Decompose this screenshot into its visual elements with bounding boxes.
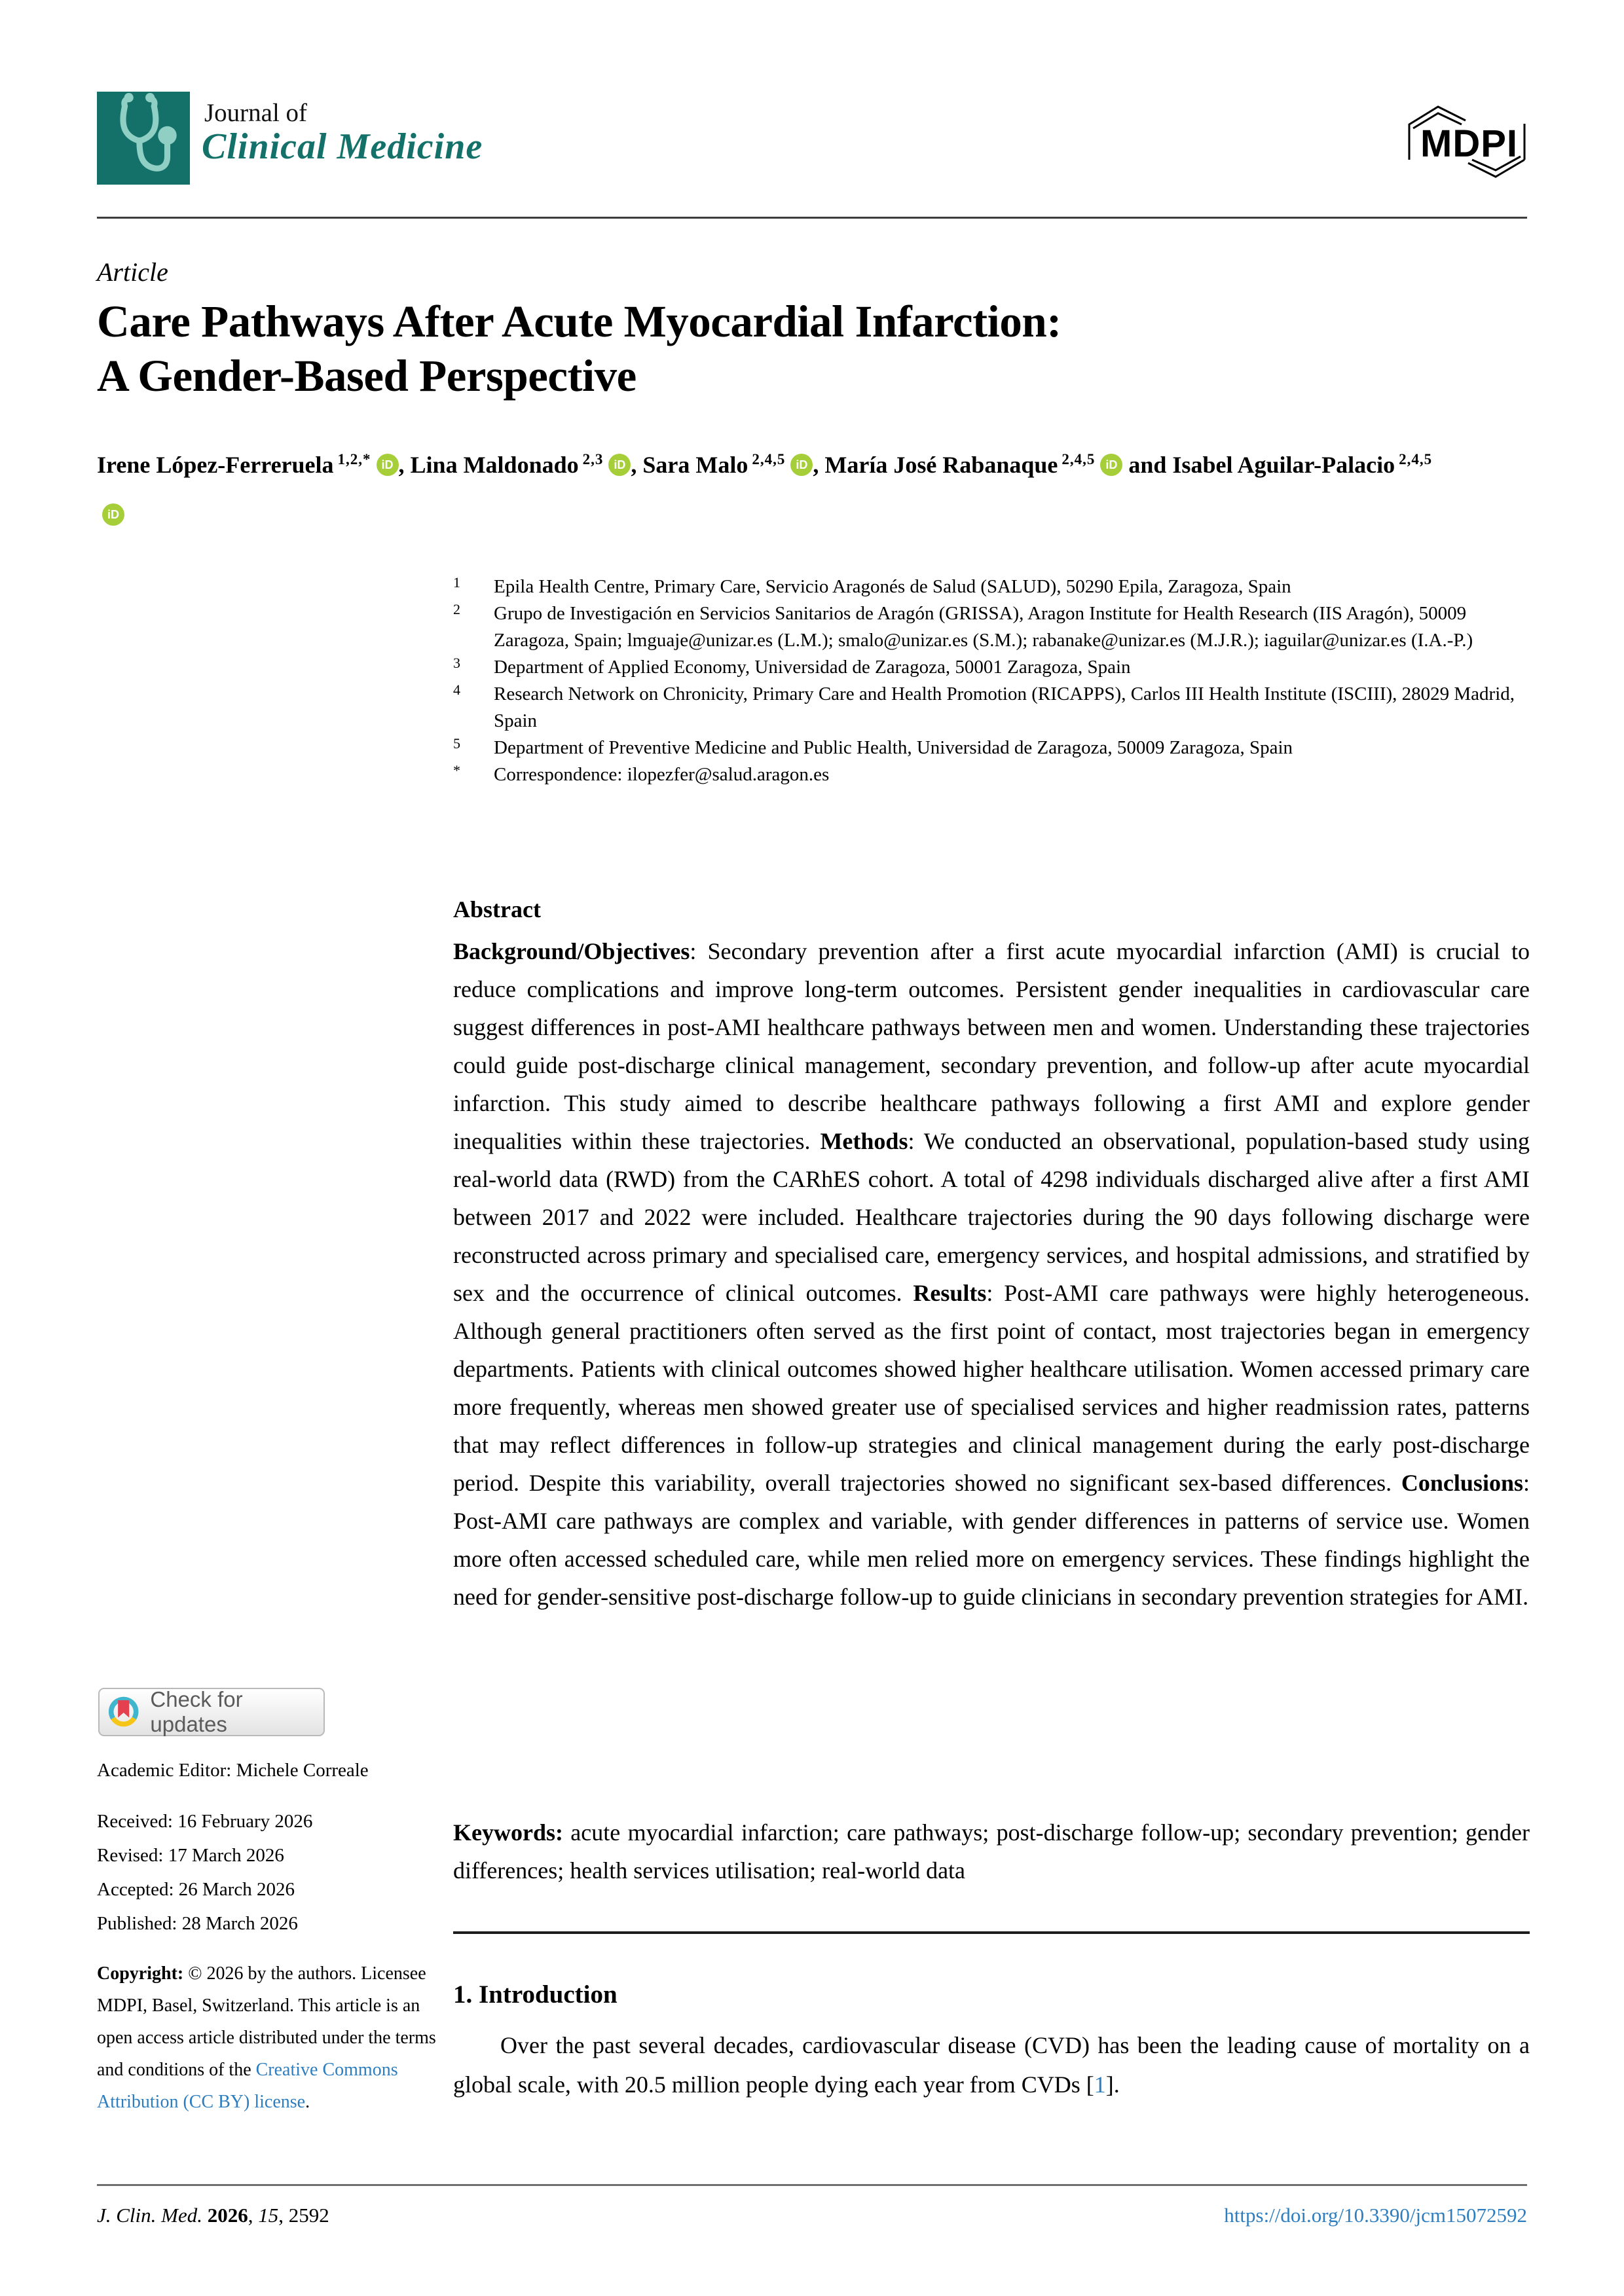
section-divider-rule (453, 1931, 1530, 1934)
affiliation-marker: 5 (453, 735, 460, 752)
footer-rule (97, 2184, 1527, 2186)
author-name: Isabel Aguilar-Palacio (1172, 452, 1395, 478)
correspondence-item (453, 761, 1530, 788)
abstract-label-results: Results (913, 1280, 987, 1306)
introduction-text: Over the past several decades, cardiovascular disease (CVD) has been the leading cause of mortality on a global scale, with 20.5 million people dying each year from CVDs [ (453, 2032, 1530, 2098)
author-separator: , (398, 452, 411, 478)
orcid-icon[interactable]: iD (790, 454, 813, 476)
affiliation-item (453, 654, 1530, 681)
citation-link-1[interactable]: 1 (1094, 2071, 1106, 2098)
mdpi-wordmark: MDPI (1420, 122, 1518, 165)
footer-volume: 15 (258, 2204, 279, 2227)
author-separator: , (813, 452, 825, 478)
affiliation-item (453, 681, 1530, 735)
footer-separator: , (278, 2204, 289, 2227)
keywords-text: acute myocardial infarction; care pathways; post-discharge follow-up; secondary prevention; gender differences; health services utilisation; real-world data (453, 1819, 1530, 1884)
author-name: Irene López-Ferreruela (97, 452, 334, 478)
author-separator: , (631, 452, 643, 478)
introduction-text-suffix: ]. (1105, 2071, 1120, 2098)
affiliation-text: Department of Applied Economy, Universidad de Zaragoza, 50001 Zaragoza, Spain (494, 657, 1131, 678)
introduction-paragraph (453, 2026, 1530, 2104)
footer-separator: , (248, 2204, 259, 2227)
footer-year: 2026 (207, 2204, 248, 2227)
orcid-icon[interactable]: iD (102, 503, 124, 526)
abstract-label-methods: Methods (820, 1128, 908, 1154)
affiliation-item (453, 600, 1530, 654)
correspondence-marker: * (453, 762, 460, 778)
abstract-body (453, 932, 1530, 1616)
history-dates (97, 1804, 312, 1941)
affiliation-text: Grupo de Investigación en Servicios Sanitarios de Aragón (GRISSA), Aragon Institute for Health Research (IIS Aragón), 50009 Zaragoza, Spain; lmguaje@unizar.es (L.M.); smalo@unizar.es (S.M.); rabanake@unizar.es (M.J.R.); iaguilar@unizar.es (I.A.-P.) (494, 603, 1473, 651)
mdpi-logo (1407, 98, 1528, 183)
keywords-label: Keywords: (453, 1819, 563, 1846)
abstract-heading: Abstract (453, 896, 541, 922)
title-line-1: Care Pathways After Acute Myocardial Infarction: (97, 297, 1061, 346)
affiliation-item (453, 574, 1530, 600)
copyright-text: © 2026 by the authors. Licensee MDPI, Basel, Switzerland. This article is an open access article distributed under the terms and conditions of the (97, 1963, 436, 2080)
affiliation-list (453, 574, 1530, 788)
revised-date: Revised: 17 March 2026 (97, 1845, 284, 1866)
footer-citation (97, 2204, 329, 2227)
author-name: Lina Maldonado (410, 452, 579, 478)
affiliation-marker: 3 (453, 655, 460, 671)
footer-doi (1224, 2204, 1527, 2227)
abstract-text-background: : Secondary prevention after a first acute myocardial infarction (AMI) is crucial to reduce complications and improve long-term outcomes. Persistent gender inequalities in cardiovascular care suggest differences in post-AMI healthcare pathways between men and women. Understanding these trajectories could guide post-discharge clinical management, secondary prevention, and follow-up after acute myocardial infarction. This study aimed to describe healthcare pathways following a first AMI and explore gender inequalities within these trajectories. (453, 938, 1530, 1154)
author-affil-sup: 2,4,5 (1399, 451, 1433, 467)
abstract-text-conclusions: : Post-AMI care pathways are complex and variable, with gender differences in patterns of service use. Women more often accessed scheduled care, while men relied more on emergency services. These findings highlight the need for gender-sensitive post-discharge follow-up to guide clinicians in secondary prevention strategies for AMI. (453, 1470, 1530, 1610)
journal-prefix: Journal of (204, 99, 308, 127)
abstract-label-background: Background/Objectives (453, 938, 690, 964)
check-for-updates-label: Check for updates (150, 1687, 243, 1736)
accepted-date: Accepted: 26 March 2026 (97, 1879, 295, 1900)
author-affil-sup: 1,2,* (337, 451, 371, 467)
stethoscope-icon (97, 92, 190, 185)
journal-name: Clinical Medicine (202, 126, 483, 167)
published-date: Published: 28 March 2026 (97, 1913, 298, 1934)
affiliation-text: Department of Preventive Medicine and Public Health, Universidad de Zaragoza, 50009 Zaragoza, Spain (494, 737, 1293, 758)
keywords-block (453, 1813, 1530, 1889)
affiliation-marker: 4 (453, 682, 460, 698)
copyright-label: Copyright: (97, 1963, 184, 1984)
footer-pages: 2592 (288, 2204, 329, 2227)
received-date: Received: 16 February 2026 (97, 1811, 313, 1832)
author-affil-sup: 2,4,5 (1061, 451, 1096, 467)
check-for-updates-button[interactable] (98, 1688, 325, 1736)
affiliation-marker: 2 (453, 601, 460, 617)
affiliation-marker: 1 (453, 574, 460, 591)
orcid-icon[interactable]: iD (377, 454, 399, 476)
title-line-2: A Gender-Based Perspective (97, 351, 637, 401)
introduction-heading: 1. Introduction (453, 1980, 618, 2009)
author-separator: and (1122, 452, 1173, 478)
copyright-block (97, 1958, 440, 2118)
copyright-suffix: . (305, 2092, 310, 2112)
author-affil-sup: 2,3 (582, 451, 604, 467)
author-list (97, 435, 1459, 539)
academic-editor-line: Academic Editor: Michele Correale (97, 1760, 369, 1781)
correspondence-text: Correspondence: ilopezfer@salud.aragon.es (494, 764, 830, 785)
author-name: Sara Malo (642, 452, 748, 478)
orcid-icon[interactable]: iD (1100, 454, 1122, 476)
abstract-text-results: : Post-AMI care pathways were highly heterogeneous. Although general practitioners often served as the first point of contact, most trajectories began in emergency departments. Patients with clinical outcomes showed higher healthcare utilisation. Women accessed primary care more frequently, whereas men showed greater use of specialised services and higher readmission rates, patterns that may reflect differences in follow-up strategies and clinical management during the early post-discharge period. Despite this variability, overall trajectories showed no significant sex-based differences. (453, 1280, 1530, 1496)
author-name: María José Rabanaque (824, 452, 1058, 478)
orcid-icon[interactable]: iD (608, 454, 631, 476)
affiliation-item (453, 735, 1530, 761)
journal-logo (97, 92, 190, 185)
header-rule (97, 217, 1527, 219)
affiliation-text: Research Network on Chronicity, Primary Care and Health Promotion (RICAPPS), Carlos III Health Institute (ISCIII), 28029 Madrid, Spain (494, 683, 1515, 731)
affiliation-text: Epila Health Centre, Primary Care, Servicio Aragonés de Salud (SALUD), 50290 Epila, Zaragoza, Spain (494, 576, 1291, 597)
abstract-text-methods: : We conducted an observational, population-based study using real-world data (RWD) from the CARhES cohort. A total of 4298 individuals discharged alive after a first AMI between 2017 and 2022 were included. Healthcare trajectories during the 90 days following discharge were reconstructed across primary and specialised care, emergency services, and hospital admissions, and stratified by sex and the occurrence of clinical outcomes. (453, 1128, 1530, 1306)
cc-by-license-link[interactable]: Creative Commons Attribution (CC BY) license (97, 2060, 398, 2112)
footer-journal-abbrev: J. Clin. Med. (97, 2204, 208, 2227)
author-affil-sup: 2,4,5 (752, 451, 786, 467)
page-title (97, 295, 1263, 403)
abstract-label-conclusions: Conclusions (1401, 1470, 1523, 1496)
crossmark-icon (107, 1696, 139, 1728)
article-type-label: Article (97, 257, 168, 287)
doi-link[interactable]: https://doi.org/10.3390/jcm15072592 (1224, 2204, 1527, 2227)
